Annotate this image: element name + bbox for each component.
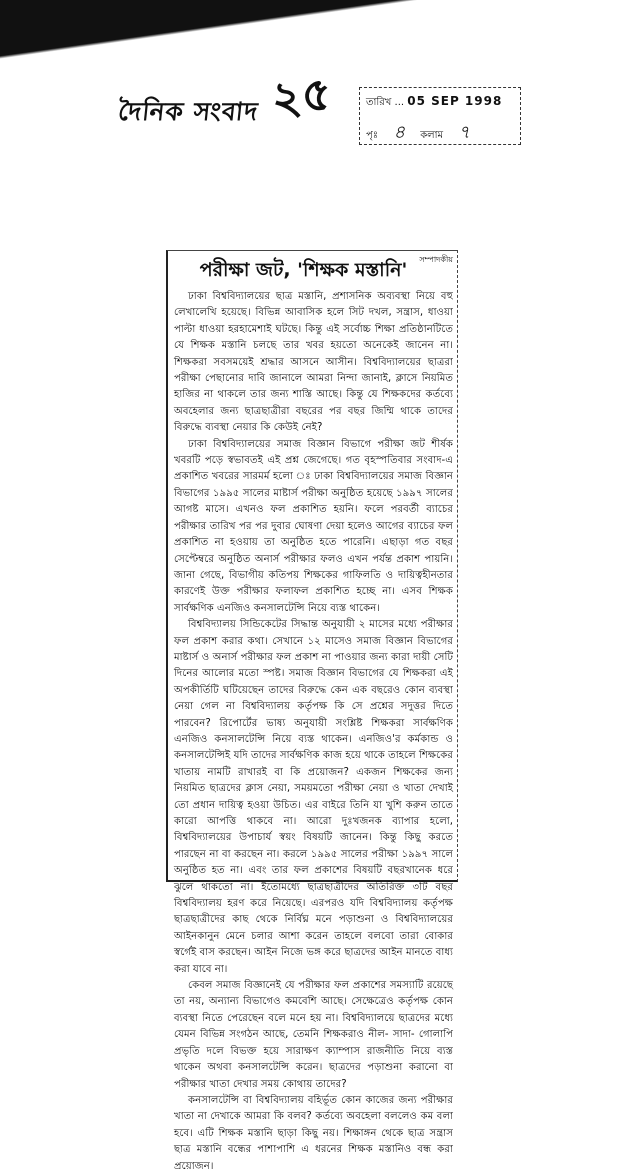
article-title: পরীক্ষা জট, 'শিক্ষক মস্তানি' bbox=[199, 259, 408, 281]
section-tag: সম্পাদকীয় bbox=[419, 255, 453, 264]
column-label: কলাম bbox=[420, 130, 444, 141]
date-row bbox=[366, 94, 502, 112]
article-paragraph: কনসালটেন্সি বা বিশ্ববিদ্যালয় বহির্ভূত কোন কাজের জন্য পরীক্ষার খাতা না দেখাকে আমরা কি বলব? কর্তব্যে অবহেলা বললেও কম বলা হবে। এটি শিক্ষক মস্তানি ছাড়া কিছু নয়। শিক্ষাঙ্গন থেকে ছাত্র সন্ত্রাস ছাত্র মস্তানি বন্ধের পাশাপাশি এ ধরনের শিক্ষক মস্তানিও বন্ধ করা প্রয়োজন। bbox=[174, 1094, 453, 1172]
article-paragraph: কেবল সমাজ বিজ্ঞানেই যে পরীক্ষার ফল প্রকাশের সমস্যাটি রয়েছে তা নয়, অন্যান্য বিভাগেও কমবেশি আছে। সেক্ষেত্রেও কর্তৃপক্ষ কোন ব্যবস্থা নিতে পেরেছেন বলে মনে হয় না। বিশ্ববিদ্যালয়ে ছাত্রদের মধ্যে যেমন বিভিন্ন সংগঠন আছে, তেমনি শিক্ষকরাও নীল- সাদা- গোলাপি প্রভৃতি দলে বিভক্ত হয়ে সারাক্ষণ ক্যাম্পাস রাজনীতি নিয়ে ব্যস্ত থাকেন অথবা কনসালটেন্সি করেন। ছাত্রদের পড়াশুনা করানো বা পরীক্ষার খাতা দেখার সময় কোথায় তাদের? bbox=[174, 980, 453, 1090]
page-label: পৃঃ bbox=[366, 130, 379, 141]
article-paragraph: বিশ্ববিদ্যালয় সিন্ডিকেটের সিদ্ধান্ত অনুযায়ী ২ মাসের মধ্যে পরীক্ষার ফল প্রকাশ করার কথা। সেখানে ১২ মাসেও সমাজ বিজ্ঞান বিভাগের মাষ্টার্স ও অনার্স পরীক্ষার ফল প্রকাশ না পাওয়ার জন্য কারা দায়ী সেটি দিনের আলোর মতো স্পষ্ট। সমাজ বিজ্ঞান বিভাগের যে শিক্ষকরা এই অপকীর্তিটি ঘটিয়েছেন তাদের বিরুদ্ধে কেন এক বছরেও কোন ব্যবস্থা নেয়া গেল না বিশ্ববিদ্যালয় কর্তৃপক্ষ কি সে প্রশ্নের সদুত্তর দিতে পারবেন? রিপোর্টের ভাষ্য অনুযায়ী সংশ্লিষ্ট শিক্ষকরা সার্বক্ষণিক এনজিও কনসালটেন্সি নিয়ে ব্যস্ত থাকেন। এনজিও'র কর্মকান্ড ও কনসালটেন্সিই যদি তাদের সার্বক্ষণিক কাজ হয়ে থাকে তাহলে শিক্ষকের খাতায় নামটি রাখারই বা কি প্রয়োজন? একজন শিক্ষকের জন্য নিয়মিত ছাত্রদের ক্লাস নেয়া, সময়মতো পরীক্ষা নেয়া ও খাতা দেখাই তো প্রধান দায়িত্ব হওয়া উচিত। এর বাইরে তিনি যা খুশি করুন তাতে কারো আপত্তি থাকবে না। আরো দুঃখজনক ব্যাপার হলো, বিশ্ববিদ্যালয়ের উপাচার্য স্বয়ং বিষয়টি জানেন। কিন্তু কিছু করতে পারছেন না বা করছেন না। করলে ১৯৯৫ সালের পরীক্ষা ১৯৯৭ সালে অনুষ্ঠিত হত না। এবং তার ফল প্রকাশের বিষয়টি বছরখানেক ধরে ঝুলে থাকতো না। ইতোমধ্যে ছাত্রছাত্রীদের অতিরিক্ত ৩টি বছর বিশ্ববিদ্যালয় হরণ করে নিয়েছে। এরপরও যদি বিশ্ববিদ্যালয় কর্তৃপক্ষ ছাত্রছাত্রীদের কাছ থেকে নির্বিঘ্ন মনে পড়াশুনা ও বিশ্ববিদ্যালয়ের আইনকানুন মেনে চলার আশা করেন তাহলে বলবো তারা বোকার স্বর্গেই বাস করছেন। আইন নিজে ভঙ্গ করে ছাত্রদের আইন মানতে বাধ্য করা যাবে না। bbox=[174, 619, 453, 975]
newspaper-name: দৈনিক সংবাদ bbox=[116, 97, 260, 126]
handwritten-number: ২৫ bbox=[268, 66, 335, 126]
date-stamp-box bbox=[359, 87, 521, 145]
page-column-row bbox=[366, 118, 482, 149]
page-value: ৪ bbox=[393, 122, 405, 143]
date-label: তারিখ ... bbox=[366, 97, 405, 108]
date-value: 05 SEP 1998 bbox=[407, 94, 503, 108]
article-clipping bbox=[166, 250, 458, 1172]
article-paragraph: ঢাকা বিশ্ববিদ্যালয়ের ছাত্র মস্তানি, প্রশাসনিক অব্যবস্থা নিয়ে বহু লেখালেখি হয়েছে। বিভিন্ন আবাসিক হলে সিট দখল, সন্ত্রাস, ধাওয়া পাল্টা ধাওয়া হরহামেশাই ঘটছে। কিন্তু এই সর্বোচ্চ শিক্ষা প্রতিষ্ঠানটিতে যে শিক্ষক মস্তানি চলছে তার খবর হয়তো অনেকেই জানেন না। শিক্ষকরা সবসময়েই শ্রদ্ধার আসনে আসীন। বিশ্ববিদ্যালয়ের ছাত্ররা পরীক্ষা পেছানোর দাবি জানালে আমরা নিন্দা জানাই, ক্লাসে নিয়মিত হাজির না থাকলে তার জন্য শাস্তি আছে। কিন্তু যে শিক্ষকদের কর্তব্যে অবহেলার জন্য ছাত্রছাত্রীরা বছরের পর বছর জিম্মি থাকে তাদের বিরুদ্ধে ব্যবস্থা নেয়ার কি কেউই নেই? bbox=[174, 291, 453, 434]
scan-edge-shadow bbox=[0, 0, 620, 60]
article-paragraph: ঢাকা বিশ্ববিদ্যালয়ের সমাজ বিজ্ঞান বিভাগে পরীক্ষা জট শীর্ষক খবরটি পড়ে স্বভাবতই এই প্রশ্ন জেগেছে। গত বৃহস্পতিবার সংবাদ-এ প্রকাশিত খবরের সারমর্ম হলো ঃ ঢাকা বিশ্ববিদ্যালয়ের সমাজ বিজ্ঞান বিভাগের ১৯৯৫ সালের মাষ্টার্স পরীক্ষা অনুষ্ঠিত হয়েছে ১৯৯৭ সালের আগষ্ট মাসে। এখনও ফল প্রকাশিত হয়নি। ফলে পরবর্তী ব্যাচের পরীক্ষার তারিখ পর পর দুবার ঘোষণা দেয়া হলেও আগের ব্যাচের ফল প্রকাশিত না হওয়ায় তা অনুষ্ঠিত হতে পারেনি। এছাড়া গত বছর সেপ্টেম্বরে অনুষ্ঠিত অনার্স পরীক্ষার ফলও এখন পর্যন্ত প্রকাশ পায়নি। জানা গেছে, বিভাগীয় কতিপয় শিক্ষকের গাফিলতি ও দায়িত্বহীনতার কারণেই উক্ত পরীক্ষার ফলাফল প্রকাশিত হচ্ছে না। এসব শিক্ষক সার্বক্ষণিক এনজিও কনসালটেন্সি নিয়ে ব্যস্ত থাকেন। bbox=[174, 438, 453, 614]
article-body bbox=[174, 289, 453, 1175]
column-value: ৭ bbox=[458, 122, 470, 143]
